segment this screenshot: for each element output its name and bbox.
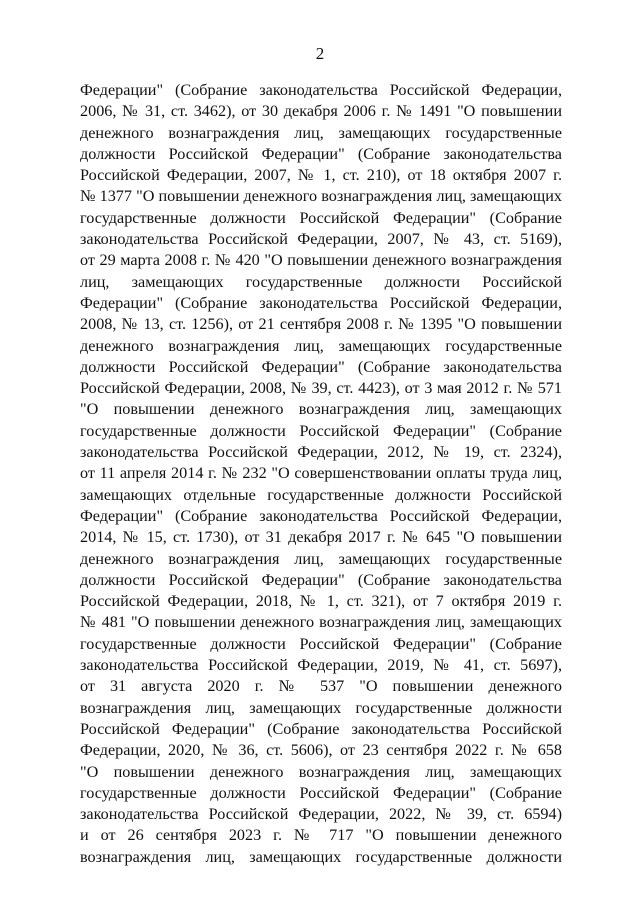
text-line: денежного вознаграждения лиц, замещающих государственные xyxy=(80,336,562,355)
text-line: Федерации" (Собрание законодательства Российской Федерации, xyxy=(80,81,562,99)
text-line: законодательства Российской Федерации, 2012, № 19, ст. 2324), xyxy=(80,443,562,462)
text-line: государственные должности Российской Федерации" (Собрание xyxy=(80,634,562,653)
text-line: Федерации" (Собрание законодательства Российской Федерации, xyxy=(80,293,562,312)
text-line: № 1377 "О повышении денежного вознаграждения лиц, замещающих xyxy=(80,187,562,206)
text-line: вознаграждения лиц, замещающих государственные должности xyxy=(80,698,562,717)
page-number: 2 xyxy=(315,44,325,63)
text-line: 2014, № 15, ст. 1730), от 31 декабря 2017 г. № 645 "О повышении xyxy=(80,528,562,547)
text-line: Российской Федерации, 2007, № 1, ст. 210), от 18 октября 2007 г. xyxy=(80,166,562,185)
text-line: и от 26 сентября 2023 г. № 717 "О повышении денежного xyxy=(80,826,562,845)
text-line: вознаграждения лиц, замещающих государственные должности xyxy=(80,847,562,866)
text-line: замещающих отдельные государственные должности Российской xyxy=(80,485,562,504)
text-line: "О повышении денежного вознаграждения лиц, замещающих xyxy=(80,400,562,419)
text-line: Федерации" (Собрание законодательства Российской Федерации, xyxy=(80,506,562,525)
text-line: "О повышении денежного вознаграждения лиц, замещающих xyxy=(80,762,562,781)
text-line: № 481 "О повышении денежного вознаграждения лиц, замещающих xyxy=(80,613,562,632)
text-line: от 31 августа 2020 г. № 537 "О повышении денежного xyxy=(80,677,562,696)
text-line: государственные должности Российской Федерации" (Собрание xyxy=(80,783,562,802)
text-line: должности Российской Федерации" (Собрание законодательства xyxy=(80,570,562,589)
text-line: лиц, замещающих государственные должности Российской xyxy=(80,272,562,291)
text-line: 2006, № 31, ст. 3462), от 30 декабря 2006 г. № 1491 "О повышении xyxy=(80,102,562,121)
text-line: законодательства Российской Федерации, 2019, № 41, ст. 5697), xyxy=(80,656,562,675)
text-line: законодательства Российской Федерации, 2022, № 39, ст. 6594) xyxy=(80,805,562,824)
text-line: от 11 апреля 2014 г. № 232 "О совершенствовании оплаты труда лиц, xyxy=(80,464,562,483)
text-line: должности Российской Федерации" (Собрание законодательства xyxy=(80,357,562,376)
text-line: Федерации, 2020, № 36, ст. 5606), от 23 сентября 2022 г. № 658 xyxy=(80,741,562,760)
text-line: денежного вознаграждения лиц, замещающих государственные xyxy=(80,549,562,568)
text-line: Российской Федерации, 2008, № 39, ст. 4423), от 3 мая 2012 г. № 571 xyxy=(80,379,562,398)
text-line: денежного вознаграждения лиц, замещающих государственные xyxy=(80,123,562,142)
text-line: государственные должности Российской Федерации" (Собрание xyxy=(80,208,562,227)
body-text xyxy=(80,80,562,868)
text-line: 2008, № 13, ст. 1256), от 21 сентября 2008 г. № 1395 "О повышении xyxy=(80,315,562,334)
text-line: государственные должности Российской Федерации" (Собрание xyxy=(80,421,562,440)
text-line: законодательства Российской Федерации, 2007, № 43, ст. 5169), xyxy=(80,230,562,249)
text-line: должности Российской Федерации" (Собрание законодательства xyxy=(80,144,562,163)
text-line: Российской Федерации, 2018, № 1, ст. 321), от 7 октября 2019 г. xyxy=(80,592,562,611)
text-line: от 29 марта 2008 г. № 420 "О повышении денежного вознаграждения xyxy=(80,251,562,270)
text-line: Российской Федерации" (Собрание законодательства Российской xyxy=(80,719,562,738)
